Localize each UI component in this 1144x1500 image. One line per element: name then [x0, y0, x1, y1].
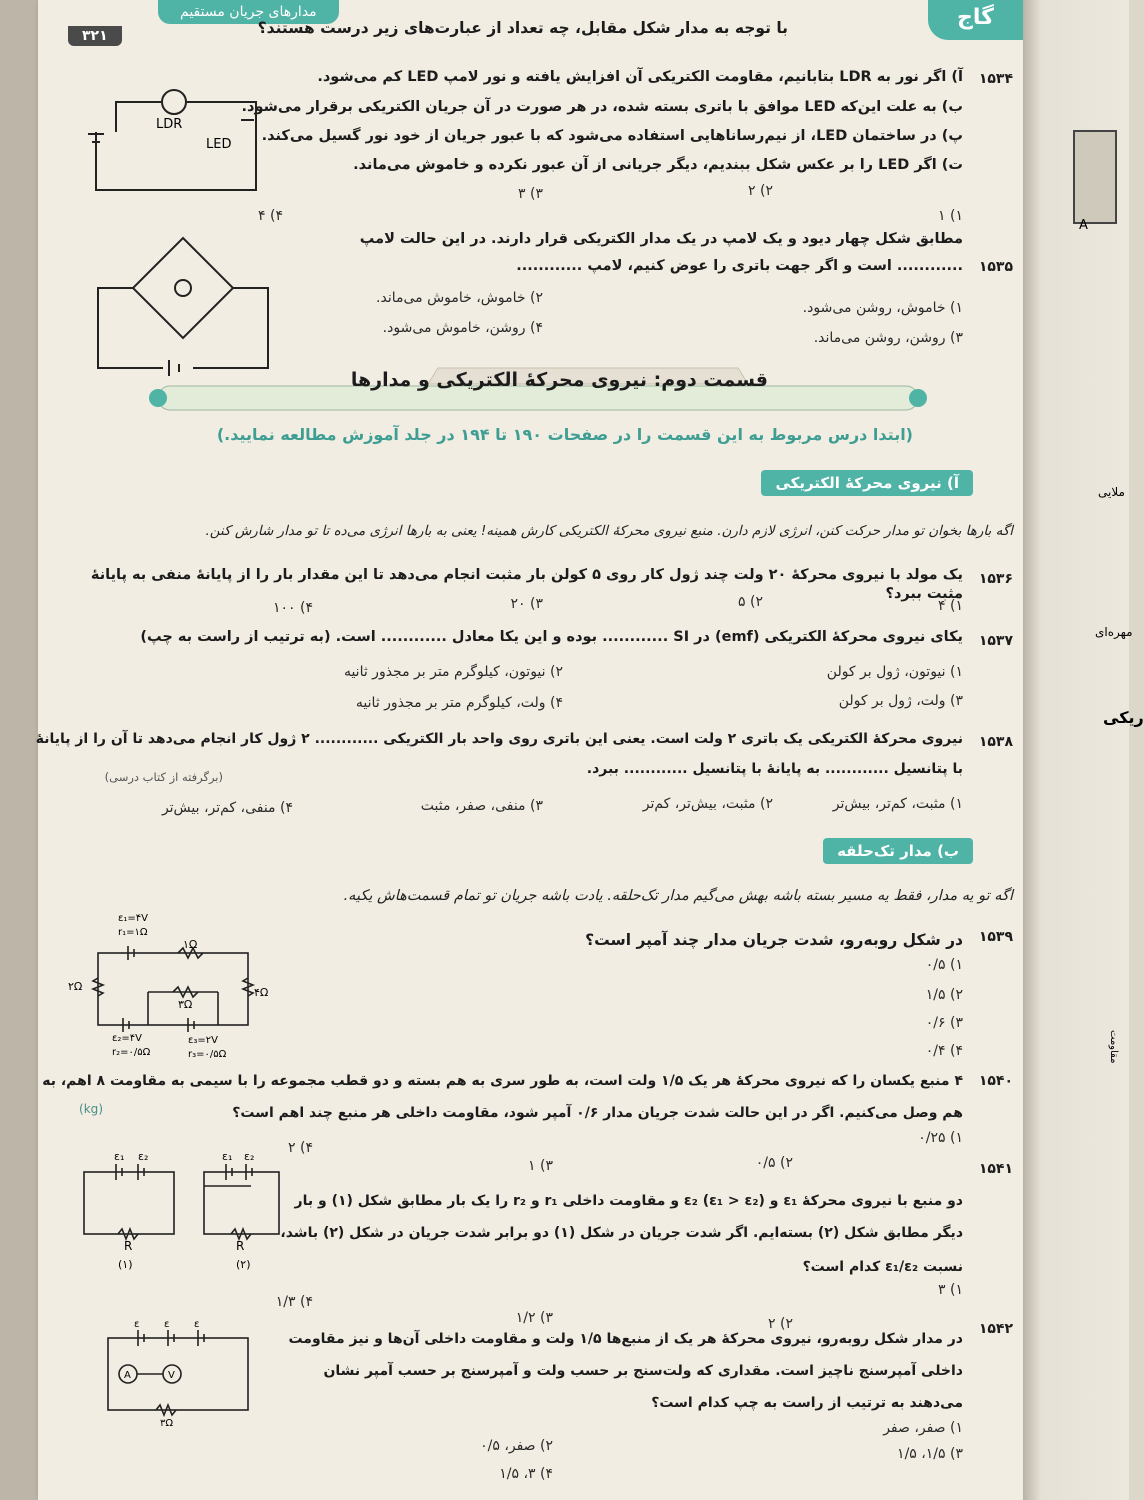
- q1539-text: در شکل روبه‌رو، شدت جریان مدار چند آمپر است؟: [585, 931, 963, 949]
- q1534-statement-b: ب) به علت این‌که LED موافق با باتری بسته شده، در هر صورت در آن جریان الکتریکی برقرار می‌شود.: [241, 99, 963, 115]
- diode-bridge-circuit: [83, 228, 273, 378]
- q1534-option-1: ۱) ۱: [938, 208, 963, 224]
- q1542-line-1: در مدار شکل روبه‌رو، نیروی محرکهٔ هر یک از منبع‌ها ۱/۵ ولت و مقاومت داخلی آن‌ها و نیز مقاومت: [288, 1331, 963, 1347]
- left-page-edge: [0, 0, 38, 1500]
- q1541-option-1: ۱) ۳: [938, 1282, 963, 1298]
- q1536-option-2: ۲) ۵: [738, 594, 763, 610]
- tip-emf: اگه بارها بخوان تو مدار حرکت کنن، انرژی لازم دارن. منبع نیروی محرکهٔ الکتریکی کارش همینه! یعنی به بارها انرژی می‌ده تا تو مدار شارش کنن.: [205, 523, 1013, 539]
- chapter-title: مدارهای جریان مستقیم: [158, 0, 339, 24]
- q1534-option-3: ۳) ۳: [518, 186, 543, 202]
- q1541-option-4: ۴) ۱/۳: [275, 1294, 313, 1310]
- q1541-number: ۱۵۴۱: [978, 1161, 1013, 1177]
- q1534-statement-d: ت) اگر LED را بر عکس شکل ببندیم، دیگر جریانی از آن عبور نکرده و خاموش می‌ماند.: [353, 157, 963, 173]
- q1539-e2-label: ε₂=۴V: [112, 1033, 143, 1044]
- q1542-line-2: داخلی آمپرسنج ناچیز است. مقداری که ولت‌سنج بر حسب ولت و آمپرسنج بر حسب آمپر نشان: [323, 1363, 963, 1379]
- q1539-e1-label: ε₁=۴V: [118, 913, 149, 924]
- q1541-fig2-e2: ε₂: [244, 1150, 255, 1163]
- q1534-statement-c: پ) در ساختمان LED، از نیم‌رساناهایی استفاده می‌شود که با عبور جریان از خود نور گسیل می‌کند.: [261, 128, 963, 144]
- q1541-option-3: ۳) ۱/۲: [515, 1310, 553, 1326]
- q1540-option-2: ۲) ۰/۵: [755, 1155, 793, 1171]
- q1541-line-2: دیگر مطابق شکل (۲) بسته‌ایم. اگر شدت جریان در شکل (۱) دو برابر شدت جریان در شکل (۲) باشد،: [280, 1225, 963, 1241]
- q1539-r3-label: r₃=۰/۵Ω: [188, 1049, 227, 1060]
- tag-emf: آ) نیروی محرکهٔ الکتریکی: [761, 470, 973, 496]
- q1541-option-2: ۲) ۲: [768, 1316, 793, 1332]
- q1542-option-3: ۳) ۱/۵، ۱/۵: [897, 1446, 963, 1462]
- led-label: LED: [206, 137, 232, 152]
- q1536-option-3: ۳) ۲۰: [510, 596, 543, 612]
- q1536-number: ۱۵۳۶: [978, 571, 1013, 587]
- q1537-number: ۱۵۳۷: [978, 633, 1013, 649]
- q1539-r2-label: r₂=۰/۵Ω: [112, 1047, 151, 1058]
- q1534-option-4: ۴) ۴: [258, 208, 283, 224]
- q1540-line-2: هم وصل می‌کنیم. اگر در این حالت شدت جریان مدار ۰/۶ آمپر شود، مقاومت داخلی هر منبع چند اهم است؟: [232, 1105, 963, 1121]
- section-2-title-text: قسمت دوم: نیروی محرکهٔ الکتریکی و مدارها: [350, 369, 768, 391]
- q1538-line-2: با پتانسیل ............ به پایانهٔ با پتانسیل ............ ببرد.: [586, 761, 963, 777]
- q1541-fig1-caption: (۱): [118, 1258, 133, 1271]
- q1538-line-1: نیروی محرکهٔ الکتریکی یک باتری ۲ ولت است. یعنی این باتری روی واحد بار الکتریکی ............ ۲ ژول کار انجام می‌دهد تا آن را از پایانهٔ: [35, 731, 963, 747]
- q1534-statement-a: آ) اگر نور به LDR بتابانیم، مقاومت الکتریکی آن افزایش یافته و نور لامپ LED کم می‌شود.: [317, 69, 963, 85]
- q1535-option-1: ۱) خاموش، روشن می‌شود.: [802, 300, 963, 316]
- q1535-option-2: ۲) خاموش، خاموش می‌ماند.: [376, 290, 543, 306]
- book-page: [35, 0, 1023, 1500]
- q1539-r-left-label: ۲Ω: [68, 980, 83, 993]
- q1542-circuit: [98, 1318, 258, 1428]
- q1541-fig1-e1: ε₁: [114, 1150, 125, 1163]
- q1542-e2-label: ε: [164, 1319, 170, 1330]
- q1542-option-4: ۴) ۳، ۱/۵: [499, 1466, 553, 1482]
- q1537-text: یکای نیروی محرکهٔ الکتریکی (emf) در SI ............ بوده و این یکا معادل ............ است. (به ترتیب از راست به چپ): [140, 629, 963, 645]
- q1539-r-mid-label: ۳Ω: [178, 998, 193, 1011]
- q1539-number: ۱۵۳۹: [978, 929, 1013, 945]
- q1537-option-4: ۴) ولت، کیلوگرم متر بر مجذور ثانیه: [355, 695, 563, 711]
- q1541-fig1-e2: ε₂: [138, 1150, 149, 1163]
- q1540-mark: (kg): [79, 1102, 103, 1116]
- tip-single-loop: اگه تو یه مدار، فقط یه مسیر بسته باشه بهش می‌گیم مدار تک‌حلقه. یادت باشه جریان تو تمام قسمت‌هاش یکیه.: [343, 888, 1013, 904]
- q1542-number: ۱۵۴۲: [978, 1321, 1013, 1337]
- q1539-option-2: ۲) ۱/۵: [925, 987, 963, 1003]
- q1539-option-3: ۳) ۰/۶: [925, 1015, 963, 1031]
- q1535-option-4: ۴) روشن، خاموش می‌شود.: [382, 320, 543, 336]
- q1536-option-4: ۴) ۱۰۰: [272, 600, 313, 616]
- q1535-option-3: ۳) روشن، روشن می‌ماند.: [813, 330, 963, 346]
- q1534-intro: با توجه به مدار شکل مقابل، چه تعداد از عبارت‌های زیر درست هستند؟: [257, 19, 788, 37]
- right-page-fragment-4: مقاومت: [1108, 1030, 1119, 1064]
- q1536-option-1: ۱) ۴: [938, 598, 963, 614]
- q1541-fig2-caption: (۲): [236, 1258, 251, 1271]
- q1537-option-1: ۱) نیوتون، ژول بر کولن: [826, 664, 963, 680]
- q1537-option-2: ۲) نیوتون، کیلوگرم متر بر مجذور ثانیه: [343, 664, 563, 680]
- q1540-option-3: ۳) ۱: [528, 1158, 553, 1174]
- q1539-r-right-label: ۴Ω: [254, 986, 269, 999]
- right-page-edge: [1023, 0, 1144, 1500]
- publisher-logo: گاج: [928, 0, 1023, 40]
- right-page-figure: [1073, 130, 1117, 224]
- q1539-option-1: ۱) ۰/۵: [925, 957, 963, 973]
- ldr-label: LDR: [156, 117, 183, 132]
- right-page-fragment-2: مهره‌ای: [1095, 625, 1133, 639]
- q1538-option-3: ۳) منفی، صفر، مثبت: [420, 798, 543, 814]
- section-2-note: (ابتدا درس مربوط به این قسمت را در صفحات ۱۹۰ تا ۱۹۴ در جلد آموزش مطالعه نمایید.): [216, 425, 913, 444]
- q1542-ammeter-label: A: [124, 1370, 131, 1381]
- q1542-e3-label: ε: [194, 1319, 200, 1330]
- q1541-line-1: دو منبع با نیروی محرکهٔ ε₁ و ε₂ (ε₁ > ε₂) و مقاومت داخلی r₁ و r₂ را یک بار مطابق شکل (۱) و بار: [294, 1193, 963, 1209]
- q1538-source: (برگرفته از کتاب درسی): [104, 770, 223, 784]
- q1539-option-4: ۴) ۰/۴: [925, 1043, 963, 1059]
- q1538-option-2: ۲) مثبت، بیش‌تر، کم‌تر: [642, 796, 773, 812]
- section-2-title: [351, 368, 768, 393]
- q1535-number: ۱۵۳۵: [978, 259, 1013, 275]
- q1541-fig2-r: R: [236, 1239, 245, 1253]
- ldr-led-circuit: [76, 62, 276, 197]
- q1538-option-1: ۱) مثبت، کم‌تر، بیش‌تر: [832, 796, 963, 812]
- q1539-r1-label: r₁=۱Ω: [118, 927, 148, 938]
- q1541-line-3: نسبت ε₁/ε₂ کدام است؟: [802, 1259, 963, 1275]
- q1536-text: یک مولد با نیروی محرکهٔ ۲۰ ولت چند ژول کار روی ۵ کولن بار مثبت انجام می‌دهد تا این مقدار بار را از پایانهٔ منفی به پایانهٔ مثبت ببرد؟: [90, 567, 963, 602]
- q1542-e1-label: ε: [134, 1319, 140, 1330]
- q1539-e3-label: ε₃=۲V: [188, 1035, 219, 1046]
- q1534-option-2: ۲) ۲: [748, 183, 773, 199]
- q1538-option-4: ۴) منفی، کم‌تر، بیش‌تر: [161, 800, 293, 816]
- q1540-number: ۱۵۴۰: [978, 1073, 1013, 1089]
- q1542-line-3: می‌دهند به ترتیب از راست به چپ کدام است؟: [651, 1395, 963, 1411]
- q1541-fig1-r: R: [124, 1239, 133, 1253]
- right-page-fragment-1: ملایی: [1098, 485, 1125, 499]
- q1542-option-2: ۲) صفر، ۰/۵: [480, 1438, 553, 1454]
- right-page-label-a: A: [1079, 218, 1088, 233]
- tag-single-loop: ب) مدار تک‌حلقه: [823, 838, 973, 864]
- q1534-number: ۱۵۳۴: [978, 71, 1013, 87]
- q1535-line-2: ............ است و اگر جهت باتری را عوض کنیم، لامپ ............: [516, 258, 963, 274]
- page-number: ۳۲۱: [68, 26, 122, 46]
- q1537-option-3: ۳) ولت، ژول بر کولن: [838, 693, 963, 709]
- q1535-line-1: مطابق شکل چهار دیود و یک لامپ در یک مدار الکتریکی قرار دارند. در این حالت لامپ: [359, 231, 963, 247]
- q1541-circuits: [76, 1150, 291, 1275]
- q1540-line-1: ۴ منبع یکسان را که نیروی محرکهٔ هر یک ۱/۵ ولت است، به طور سری به هم بسته و دو قطب مجموعه را با سیمی به مقاومت ۸ اهم، به: [42, 1073, 963, 1089]
- q1542-option-1: ۱) صفر، صفر: [883, 1420, 963, 1436]
- right-page-fragment-3: ریکی: [1103, 708, 1144, 727]
- q1540-option-1: ۱) ۰/۲۵: [918, 1130, 963, 1146]
- q1540-option-4: ۴) ۲: [288, 1140, 313, 1156]
- q1539-r-top-label: ۱Ω: [183, 938, 198, 951]
- q1538-number: ۱۵۳۸: [978, 734, 1013, 750]
- q1542-resistor-label: ۳Ω: [160, 1418, 174, 1429]
- q1541-fig2-e1: ε₁: [222, 1150, 233, 1163]
- q1542-voltmeter-label: V: [168, 1370, 175, 1381]
- q1539-circuit: [68, 908, 278, 1068]
